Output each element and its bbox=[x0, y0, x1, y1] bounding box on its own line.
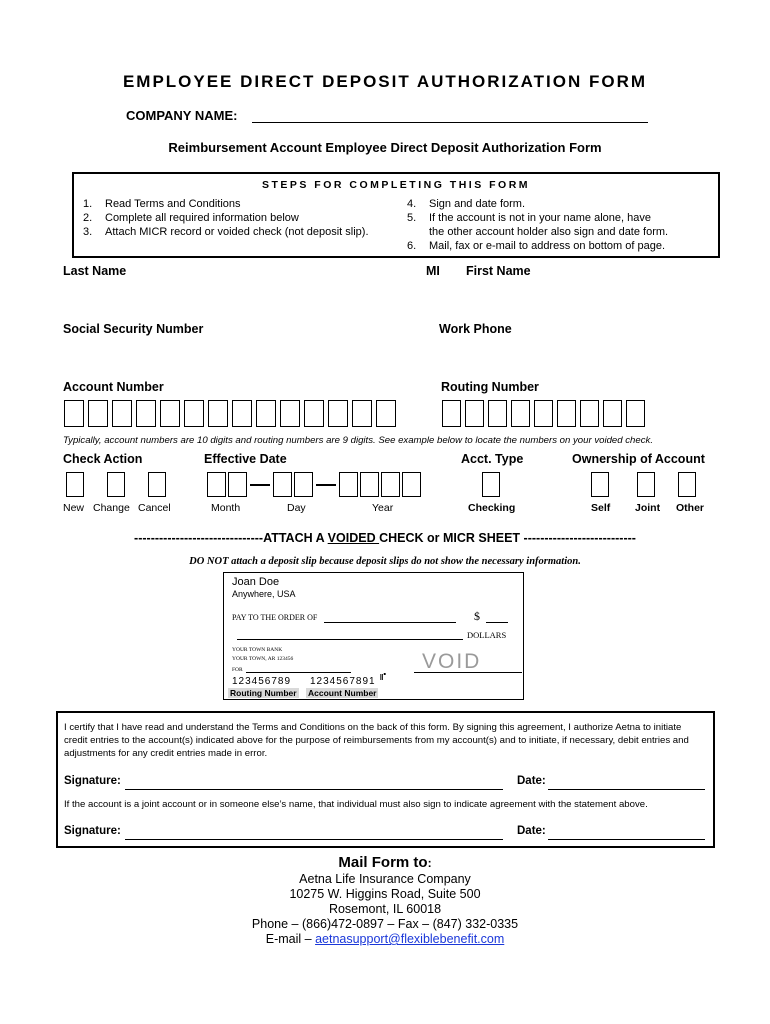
certification-box bbox=[56, 711, 715, 848]
check-dollars-label: DOLLARS bbox=[467, 630, 507, 640]
account-digit-box[interactable] bbox=[136, 400, 156, 427]
step-item: the other account holder also sign and date form. bbox=[429, 226, 669, 238]
attach-check-heading: -------------------------------ATTACH A VOIDED CHECK or MICR SHEET --------------------------- bbox=[134, 531, 636, 545]
day-digit-box[interactable] bbox=[273, 472, 292, 497]
check-pay-to-label: PAY TO THE ORDER OF bbox=[232, 613, 318, 622]
account-digit-box[interactable] bbox=[328, 400, 348, 427]
date-line-2[interactable] bbox=[548, 839, 705, 840]
mail-phone-fax: Phone – (866)472-0897 – Fax – (847) 332-0335 bbox=[251, 917, 519, 931]
day-digit-box[interactable] bbox=[294, 472, 313, 497]
certification-text: I certify that I have read and understand the Terms and Conditions on the back of this form. By signing this agreement, I authorize Aetna to initiate credit entries to the account(s) indicated above for the purpose of reimbursements from my account(s) and to initiate, if necessary, debit entries and adjustments for any credit entries made in error. bbox=[64, 722, 689, 759]
year-digit-box[interactable] bbox=[339, 472, 358, 497]
steps-title: STEPS FOR COMPLETING THIS FORM bbox=[261, 179, 531, 191]
check-payee-line bbox=[324, 622, 456, 623]
account-digit-box[interactable] bbox=[256, 400, 276, 427]
month-label: Month bbox=[211, 502, 241, 514]
change-label: Change bbox=[93, 502, 130, 514]
checking-label: Checking bbox=[468, 502, 516, 514]
step-item: 5. If the account is not in your name alone, have bbox=[407, 212, 651, 224]
year-digit-box[interactable] bbox=[381, 472, 400, 497]
mail-form-title: Mail Form to: bbox=[338, 854, 432, 871]
check-amount-words-line bbox=[237, 639, 463, 640]
routing-digit-box[interactable] bbox=[626, 400, 645, 427]
first-name-label: First Name bbox=[466, 264, 531, 278]
joint-label: Joint bbox=[635, 502, 661, 514]
mail-street: 10275 W. Higgins Road, Suite 500 bbox=[289, 887, 481, 901]
form-title: EMPLOYEE DIRECT DEPOSIT AUTHORIZATION FORM bbox=[122, 72, 648, 91]
new-label: New bbox=[63, 502, 85, 514]
check-account-label: Account Number bbox=[308, 688, 377, 698]
account-hint: Typically, account numbers are 10 digits and routing numbers are 9 digits. See example below to locate the numbers on your voided check. bbox=[63, 435, 653, 446]
mail-city: Rosemont, IL 60018 bbox=[328, 902, 442, 916]
step-item: 2. Complete all required information below bbox=[83, 212, 299, 224]
company-name-label: COMPANY NAME: bbox=[126, 108, 238, 123]
check-signature-line bbox=[414, 672, 522, 673]
check-dollar-sign: $ bbox=[474, 609, 480, 623]
micr-symbol-icon: ⑈ bbox=[380, 672, 386, 683]
routing-digit-box[interactable] bbox=[580, 400, 599, 427]
routing-number-boxes bbox=[442, 400, 652, 427]
routing-digit-box[interactable] bbox=[557, 400, 576, 427]
joint-checkbox[interactable] bbox=[637, 472, 655, 497]
check-void-stamp: VOID bbox=[422, 650, 482, 673]
account-digit-box[interactable] bbox=[88, 400, 108, 427]
account-digit-box[interactable] bbox=[232, 400, 252, 427]
month-digit-box[interactable] bbox=[207, 472, 226, 497]
change-checkbox[interactable] bbox=[107, 472, 125, 497]
date-label: Date: bbox=[517, 775, 546, 787]
ownership-label: Ownership of Account bbox=[572, 452, 705, 466]
check-for-label: FOR bbox=[232, 667, 243, 673]
self-label: Self bbox=[591, 502, 611, 514]
account-digit-box[interactable] bbox=[160, 400, 180, 427]
date-label-2: Date: bbox=[517, 825, 546, 837]
step-item: 1. Read Terms and Conditions bbox=[83, 198, 241, 210]
company-name-line[interactable] bbox=[252, 122, 648, 123]
signature-line[interactable] bbox=[125, 789, 503, 790]
check-routing-label: Routing Number bbox=[230, 688, 297, 698]
year-digit-box[interactable] bbox=[360, 472, 379, 497]
account-number-boxes bbox=[64, 400, 404, 427]
cancel-label: Cancel bbox=[138, 502, 171, 514]
routing-digit-box[interactable] bbox=[465, 400, 484, 427]
email-link[interactable]: aetnasupport@flexiblebenefit.com bbox=[315, 932, 505, 946]
account-digit-box[interactable] bbox=[184, 400, 204, 427]
signature-label-2: Signature: bbox=[64, 825, 121, 837]
step-item: 3. Attach MICR record or voided check (not deposit slip). bbox=[83, 226, 369, 238]
account-number-label: Account Number bbox=[63, 380, 164, 394]
step-item: 4. Sign and date form. bbox=[407, 198, 526, 210]
routing-digit-box[interactable] bbox=[603, 400, 622, 427]
form-subtitle: Reimbursement Account Employee Direct Deposit Authorization Form bbox=[168, 140, 602, 155]
account-digit-box[interactable] bbox=[208, 400, 228, 427]
account-digit-box[interactable] bbox=[280, 400, 300, 427]
steps-box bbox=[72, 172, 720, 258]
account-digit-box[interactable] bbox=[112, 400, 132, 427]
mi-label: MI bbox=[426, 264, 440, 278]
last-name-label: Last Name bbox=[63, 264, 127, 278]
check-memo-line bbox=[246, 672, 351, 673]
joint-account-text: If the account is a joint account or in someone else’s name, that individual must also sign to indicate agreement with the statement above. bbox=[64, 799, 648, 810]
check-account-digits: 1234567891 bbox=[310, 676, 376, 687]
acct-type-label: Acct. Type bbox=[461, 452, 524, 466]
deposit-slip-warning: DO NOT attach a deposit slip because deposit slips do not show the necessary information. bbox=[189, 556, 581, 567]
year-digit-box[interactable] bbox=[402, 472, 421, 497]
effective-date-label: Effective Date bbox=[204, 452, 287, 466]
sample-check bbox=[223, 572, 524, 700]
check-routing-digits: 123456789 bbox=[232, 676, 292, 687]
check-bank-name: YOUR TOWN BANK bbox=[232, 647, 283, 653]
mail-company: Aetna Life Insurance Company bbox=[299, 872, 471, 886]
check-account-holder: Joan Doe bbox=[232, 576, 280, 588]
routing-digit-box[interactable] bbox=[511, 400, 530, 427]
day-label: Day bbox=[287, 502, 306, 514]
routing-digit-box[interactable] bbox=[488, 400, 507, 427]
cancel-checkbox[interactable] bbox=[148, 472, 166, 497]
other-label: Other bbox=[676, 502, 705, 514]
account-digit-box[interactable] bbox=[304, 400, 324, 427]
check-address: Anywhere, USA bbox=[232, 589, 296, 599]
check-action-label: Check Action bbox=[63, 452, 143, 466]
self-checkbox[interactable] bbox=[591, 472, 609, 497]
new-checkbox[interactable] bbox=[66, 472, 84, 497]
account-digit-box[interactable] bbox=[64, 400, 84, 427]
steps-right-list bbox=[407, 197, 668, 253]
date-separator bbox=[250, 484, 270, 486]
account-digit-box[interactable] bbox=[376, 400, 396, 427]
month-digit-box[interactable] bbox=[228, 472, 247, 497]
routing-number-label: Routing Number bbox=[441, 380, 539, 394]
year-label: Year bbox=[372, 502, 394, 514]
date-line[interactable] bbox=[548, 789, 705, 790]
check-amount-line bbox=[486, 622, 508, 623]
ssn-label: Social Security Number bbox=[63, 322, 204, 336]
routing-digit-box[interactable] bbox=[534, 400, 553, 427]
steps-left-list bbox=[83, 197, 369, 239]
routing-digit-box[interactable] bbox=[442, 400, 461, 427]
other-checkbox[interactable] bbox=[678, 472, 696, 497]
signature-line-2[interactable] bbox=[125, 839, 503, 840]
account-digit-box[interactable] bbox=[352, 400, 372, 427]
date-separator bbox=[316, 484, 336, 486]
work-phone-label: Work Phone bbox=[439, 322, 512, 336]
checking-checkbox[interactable] bbox=[482, 472, 500, 497]
check-bank-address: YOUR TOWN, AR 123456 bbox=[232, 656, 294, 662]
mail-email-line: E-mail – aetnasupport@flexiblebenefit.com bbox=[265, 932, 505, 946]
step-item: 6. Mail, fax or e-mail to address on bottom of page. bbox=[407, 240, 666, 252]
signature-label: Signature: bbox=[64, 775, 121, 787]
